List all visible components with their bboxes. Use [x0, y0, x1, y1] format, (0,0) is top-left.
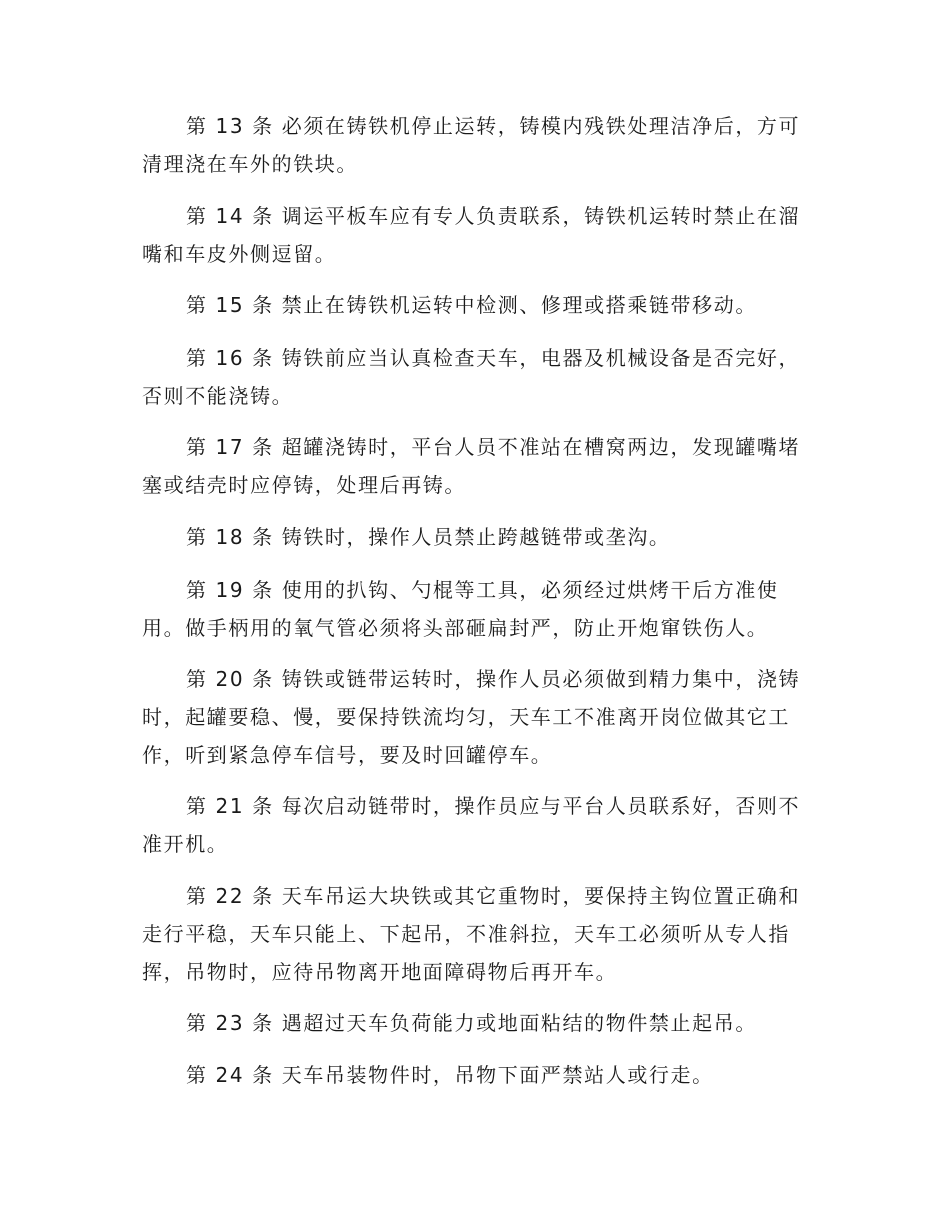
- article-text: 超罐浇铸时，平台人员不准站在槽窝两边，发现罐嘴堵 塞或结壳时应停铸，处理后再铸。: [142, 435, 801, 497]
- article-number: 第 17 条: [186, 435, 274, 459]
- article-text: 铸铁时，操作人员禁止跨越链带或垄沟。: [281, 525, 671, 549]
- article-text: 铸铁前应当认真检查天车，电器及机械设备是否完好， 否则不能浇铸。: [142, 346, 801, 408]
- article-18: [142, 518, 802, 556]
- article-text: 天车吊装物件时，吊物下面严禁站人或行走。: [281, 1063, 714, 1087]
- article-text: 使用的扒钩、勺棍等工具，必须经过烘烤干后方准使 用。做手柄用的氧气管必须将头部砸扁封严，防止开炮窜铁伤人。: [142, 578, 779, 640]
- article-14: [142, 197, 802, 273]
- article-text: 必须在铸铁机停止运转，铸模内残铁处理洁净后，方可 清理浇在车外的铁块。: [142, 114, 801, 176]
- article-number: 第 24 条: [186, 1063, 274, 1087]
- article-19: [142, 571, 802, 647]
- article-number: 第 21 条: [186, 794, 274, 818]
- article-20: [142, 660, 802, 774]
- article-24: [142, 1056, 802, 1094]
- article-text: 每次启动链带时，操作员应与平台人员联系好，否则不 准开机。: [142, 794, 801, 856]
- article-number: 第 23 条: [186, 1011, 274, 1035]
- article-text: 禁止在铸铁机运转中检测、修理或搭乘链带移动。: [281, 293, 757, 317]
- article-17: [142, 428, 802, 504]
- article-21: [142, 787, 802, 863]
- article-text: 遇超过天车负荷能力或地面粘结的物件禁止起吊。: [281, 1011, 757, 1035]
- article-13: [142, 107, 802, 183]
- article-23: [142, 1004, 802, 1042]
- article-text: 铸铁或链带运转时，操作人员必须做到精力集中，浇铸 时，起罐要稳、慢，要保持铁流均匀，天车工不准离开岗位做其它工 作，听到紧急停车信号，要及时回罐停车。: [142, 667, 801, 767]
- article-text: 调运平板车应有专人负责联系，铸铁机运转时禁止在溜 嘴和车皮外侧逗留。: [142, 204, 801, 266]
- article-number: 第 15 条: [186, 293, 274, 317]
- article-number: 第 20 条: [186, 667, 274, 691]
- article-22: [142, 877, 802, 991]
- article-number: 第 13 条: [186, 114, 274, 138]
- article-number: 第 19 条: [186, 578, 274, 602]
- article-text: 天车吊运大块铁或其它重物时，要保持主钩位置正确和 走行平稳，天车只能上、下起吊，不准斜拉，天车工必须听从专人指 挥，吊物时，应待吊物离开地面障碍物后再开车。: [142, 884, 801, 984]
- article-number: 第 16 条: [186, 346, 274, 370]
- article-16: [142, 339, 802, 415]
- article-number: 第 22 条: [186, 884, 274, 908]
- article-number: 第 18 条: [186, 525, 274, 549]
- article-number: 第 14 条: [186, 204, 274, 228]
- article-15: [142, 286, 802, 324]
